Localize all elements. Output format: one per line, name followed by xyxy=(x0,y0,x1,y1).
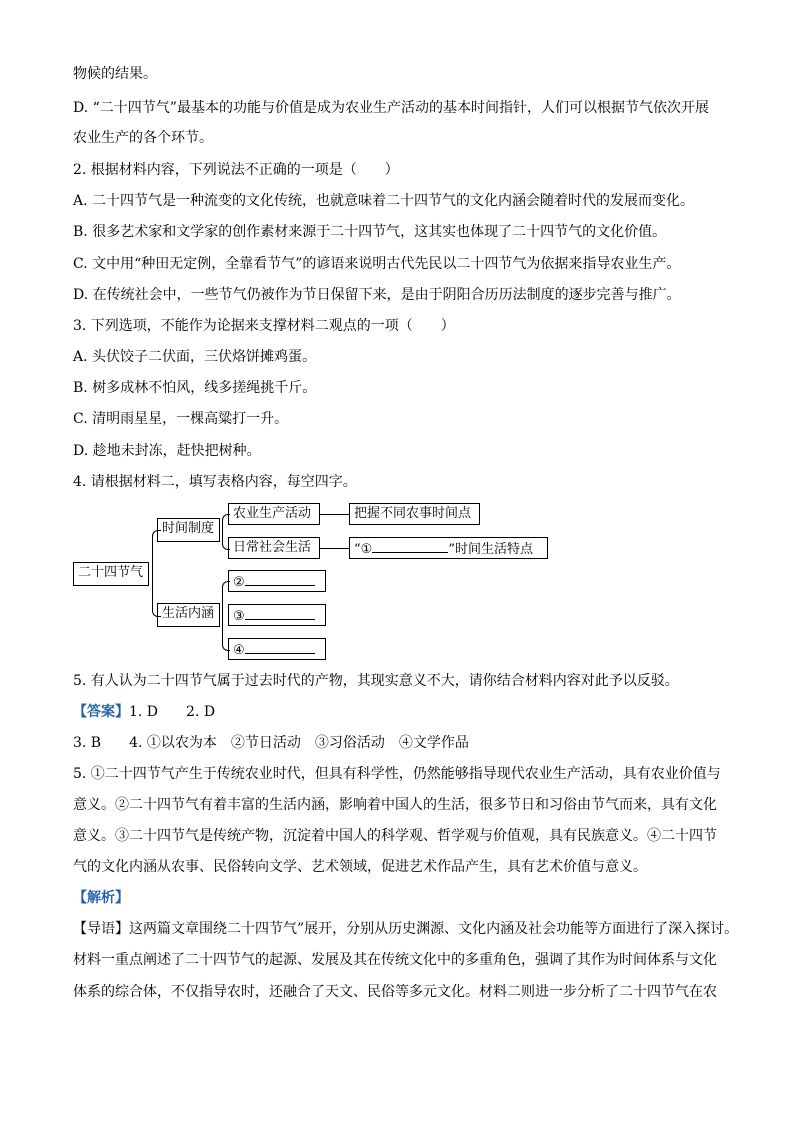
answer-1-2: 1. D 2. D xyxy=(129,704,216,720)
connector-line xyxy=(320,548,349,549)
answer-5-line-2: 意义。②二十四节气有着丰富的生活内涵，影响着中国人的生活，很多节日和习俗由节气而来，具有文化 xyxy=(73,797,717,813)
q2-option-a: A. 二十四节气是一种流变的文化传统，也就意味着二十四节气的文化内涵会随着时代的发展而变化。 xyxy=(73,193,695,209)
answer-5-line-4: 气的文化内涵从农事、民俗转向文学、艺术领域，促进艺术作品产生，具有艺术价值与意义。 xyxy=(73,859,647,875)
question-2: 2. 根据材料内容，下列说法不正确的一项是（ ） xyxy=(73,162,399,178)
blank-1-prefix: “① xyxy=(354,542,373,557)
analysis-label: 【解析】 xyxy=(73,890,129,906)
blank-3-label: ③ xyxy=(233,609,245,624)
answer-label: 【答案】 xyxy=(73,704,129,720)
blank-4-label: ④ xyxy=(233,643,245,658)
blank-4-line xyxy=(245,639,315,654)
q2-option-b: B. 很多艺术家和文学家的创作素材来源于二十四节气，这其实也体现了二十四节气的文化价值。 xyxy=(73,224,667,240)
q2-option-c: C. 文中用“种田无定例，全靠看节气”的谚语来说明古代先民以二十四节气为依据来指导农业生产。 xyxy=(73,256,681,272)
answer-line-2: 3. B 4. ①以农为本 ②节日活动 ③习俗活动 ④文学作品 xyxy=(73,735,469,751)
blank-2-label: ② xyxy=(233,575,245,590)
leaf-agriculture: 农业生产活动 xyxy=(228,503,320,525)
diagram-root: 二十四节气 xyxy=(73,562,149,586)
q3-option-d: D. 趁地未封冻，赶快把树种。 xyxy=(73,443,261,459)
leaf-daily-life-result xyxy=(349,537,548,559)
blank-2-box xyxy=(228,570,326,592)
blank-3-box xyxy=(228,604,326,626)
option-d-line1: D. “二十四节气”最基本的功能与价值是成为农业生产活动的基本时间指针，人们可以根据节气依次开展 xyxy=(73,100,709,116)
blank-2-line xyxy=(245,571,315,586)
text-line: 物候的结果。 xyxy=(73,66,157,82)
blank-4-box xyxy=(228,638,326,660)
guide-line-1: 【导语】这两篇文章围绕二十四节气”展开，分别从历史渊源、文化内涵及社会功能等方面进行了深入探讨。 xyxy=(73,921,739,937)
question-4: 4. 请根据材料二，填写表格内容，每空四字。 xyxy=(73,474,357,490)
option-d-line2: 农业生产的各个环节。 xyxy=(73,130,213,146)
blank-1-suffix: ”时间生活特点 xyxy=(448,542,533,557)
diagram-branch-life: 生活内涵 xyxy=(157,603,220,627)
q2-option-d: D. 在传统社会中，一些节气仍被作为节日保留下来，是由于阴阳合历历法制度的逐步完善与推广。 xyxy=(73,287,681,303)
leaf-daily-life: 日常社会生活 xyxy=(228,537,320,559)
answer-5-line-3: 意义。③二十四节气是传统产物，沉淀着中国人的科学观、哲学观与价值观，具有民族意义。④二十四节 xyxy=(73,828,717,844)
question-3: 3. 下列选项，不能作为论据来支撑材料二观点的一项（ ） xyxy=(73,318,455,334)
guide-line-3: 体系的综合体，不仅指导农时，还融合了天文、民俗等多元文化。材料二则进一步分析了二十四节气在农 xyxy=(73,984,717,1000)
blank-3-line xyxy=(245,605,315,620)
question-5: 5. 有人认为二十四节气属于过去时代的产物，其现实意义不大，请你结合材料内容对此予以反驳。 xyxy=(73,673,679,689)
answer-line-1 xyxy=(73,702,215,722)
connector-line xyxy=(320,514,349,515)
guide-line-2: 材料一重点阐述了二十四节气的起源、发展及其在传统文化中的多重角色，强调了其作为时间体系与文化 xyxy=(73,952,717,968)
q3-option-c: C. 清明雨星星，一棵高粱打一升。 xyxy=(73,411,289,427)
q3-option-b: B. 树多成林不怕风，线多搓绳挑千斤。 xyxy=(73,380,317,396)
answer-5-line-1: 5. ①二十四节气产生于传统农业时代，但具有科学性，仍然能够指导现代农业生产活动，具有农业价值与 xyxy=(73,766,721,782)
q3-option-a: A. 头伏饺子二伏面，三伏烙饼摊鸡蛋。 xyxy=(73,349,317,365)
leaf-agriculture-result: 把握不同农事时间点 xyxy=(349,503,480,525)
blank-1-line xyxy=(372,538,448,553)
diagram-branch-time: 时间制度 xyxy=(157,518,220,542)
